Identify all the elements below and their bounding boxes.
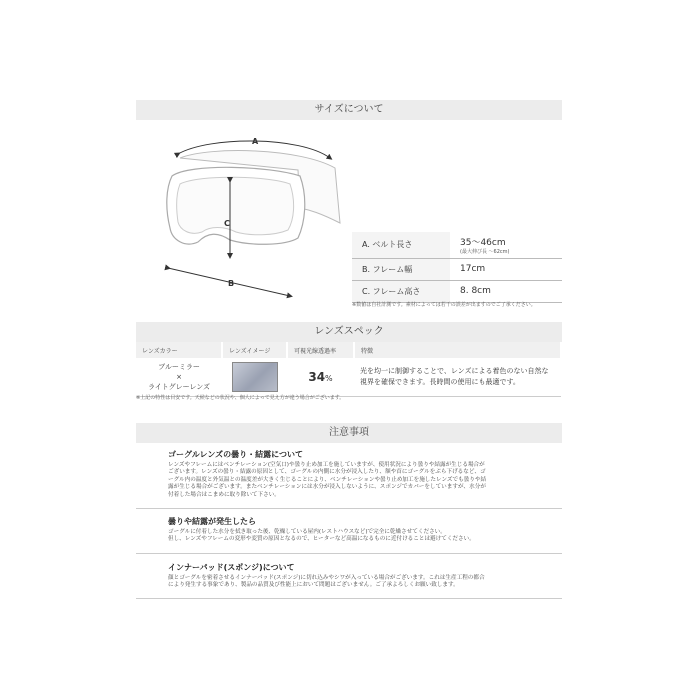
dim-label-c: C [224,219,230,228]
note-heading: 曇りや結露が発生したら [168,517,256,526]
note-line: 顔とゴーグルを密着させるインナーパッド(スポンジ)に切れ込みやシワが入っている場合がございます。これは生産工程の都合 [168,575,485,581]
lens-swatch [232,362,278,392]
note-line: 付着した場合はこまめに取り除いて下さい。 [168,491,280,498]
spec-label: B. フレーム幅 [352,258,450,280]
notes-section-title: 注意事項 [136,423,562,443]
note-divider [136,553,562,554]
note-item [168,562,548,590]
lens-footnote: ※上記の特性は目安です。天候などの状況や、個人によって見え方が違う場合がございます。 [136,395,345,401]
spec-row-width [352,258,562,280]
dim-label-b: B [228,279,235,288]
note-item [168,449,548,499]
lens-transmission-unit: % [325,374,333,383]
lens-feature-line: 視界を確保できます。長時間の使用にも最適です。 [360,378,520,386]
lens-header-transmission: 可視光線透過率 [287,342,354,358]
note-heading: ゴーグルレンズの曇り・結露について [168,450,303,459]
lens-feature-line: 光を均一に制御することで、レンズによる着色のない自然な [360,367,549,375]
dim-label-a: A [252,137,259,146]
size-footnote: ※数値は自社計測です。素材によっては若干の誤差が出ますのでご了承ください。 [352,302,536,308]
lens-spec-table [136,342,562,397]
spec-label: A. ベルト長さ [352,232,450,258]
lens-section-title: レンズスペック [136,322,562,342]
spec-row-belt [352,232,562,258]
spec-value: 35〜46cm [460,237,506,248]
spec-label: C. フレーム高さ [352,280,450,302]
note-heading: インナーパッド(スポンジ)について [168,563,295,572]
lens-row [136,358,561,397]
note-divider [136,598,562,599]
lens-color-line: ブルーミラー [158,363,200,371]
note-line: により発生する事象であり、製品の品質及び性能上において問題はございません。ご了承よろしくお願い致します。 [168,582,459,589]
spec-value: 8. 8cm [450,280,562,302]
lens-color-sep: × [176,373,182,381]
note-line: ゴーグルに付着した水分を拭き取った後、乾燥している屋内(レストハウスなど)で完全に乾燥させてください。 [168,529,446,535]
note-line: ーグル内の温度と外気温との温度差が大きく生じることにより、ベンチレーションや曇り止め加工を施したレンズでも曇りや結 [168,476,487,483]
note-line: 但し、レンズやフレームの変形や変質の原因となるので、ヒーターなど高温になるものに近付けることは避けてください。 [168,536,475,543]
lens-transmission: 34 [308,370,326,384]
spec-sub: (最大伸び長 〜62cm) [460,248,510,255]
note-line: 露が生じる場合がございます。またベンチレーションには水分が浸入しないように、スポンジでカバーをしていますが、水分が [168,484,486,491]
spec-row-height [352,280,562,302]
note-line: レンズやフレームにはベンチレーション(空気口)や曇り止め加工を施していますが、使用状況により曇りや結露が生じる場合が [168,462,485,468]
lens-color-line: ライトグレーレンズ [147,383,211,391]
size-spec-table [352,232,562,303]
lens-header-feature: 特徴 [354,342,561,358]
goggle-diagram [150,128,350,308]
lens-header-color: レンズカラー [136,342,222,358]
note-line: ございます。レンズの曇り・結露の原因として、ゴーグルの内側に水分が浸入したり、額や首にゴーグルをぶら下げるなど、ゴ [168,469,486,476]
note-divider [136,508,562,509]
lens-header-image: レンズイメージ [222,342,287,358]
note-item [168,516,548,544]
size-section-title: サイズについて [136,100,562,120]
spec-value: 17cm [450,258,562,280]
